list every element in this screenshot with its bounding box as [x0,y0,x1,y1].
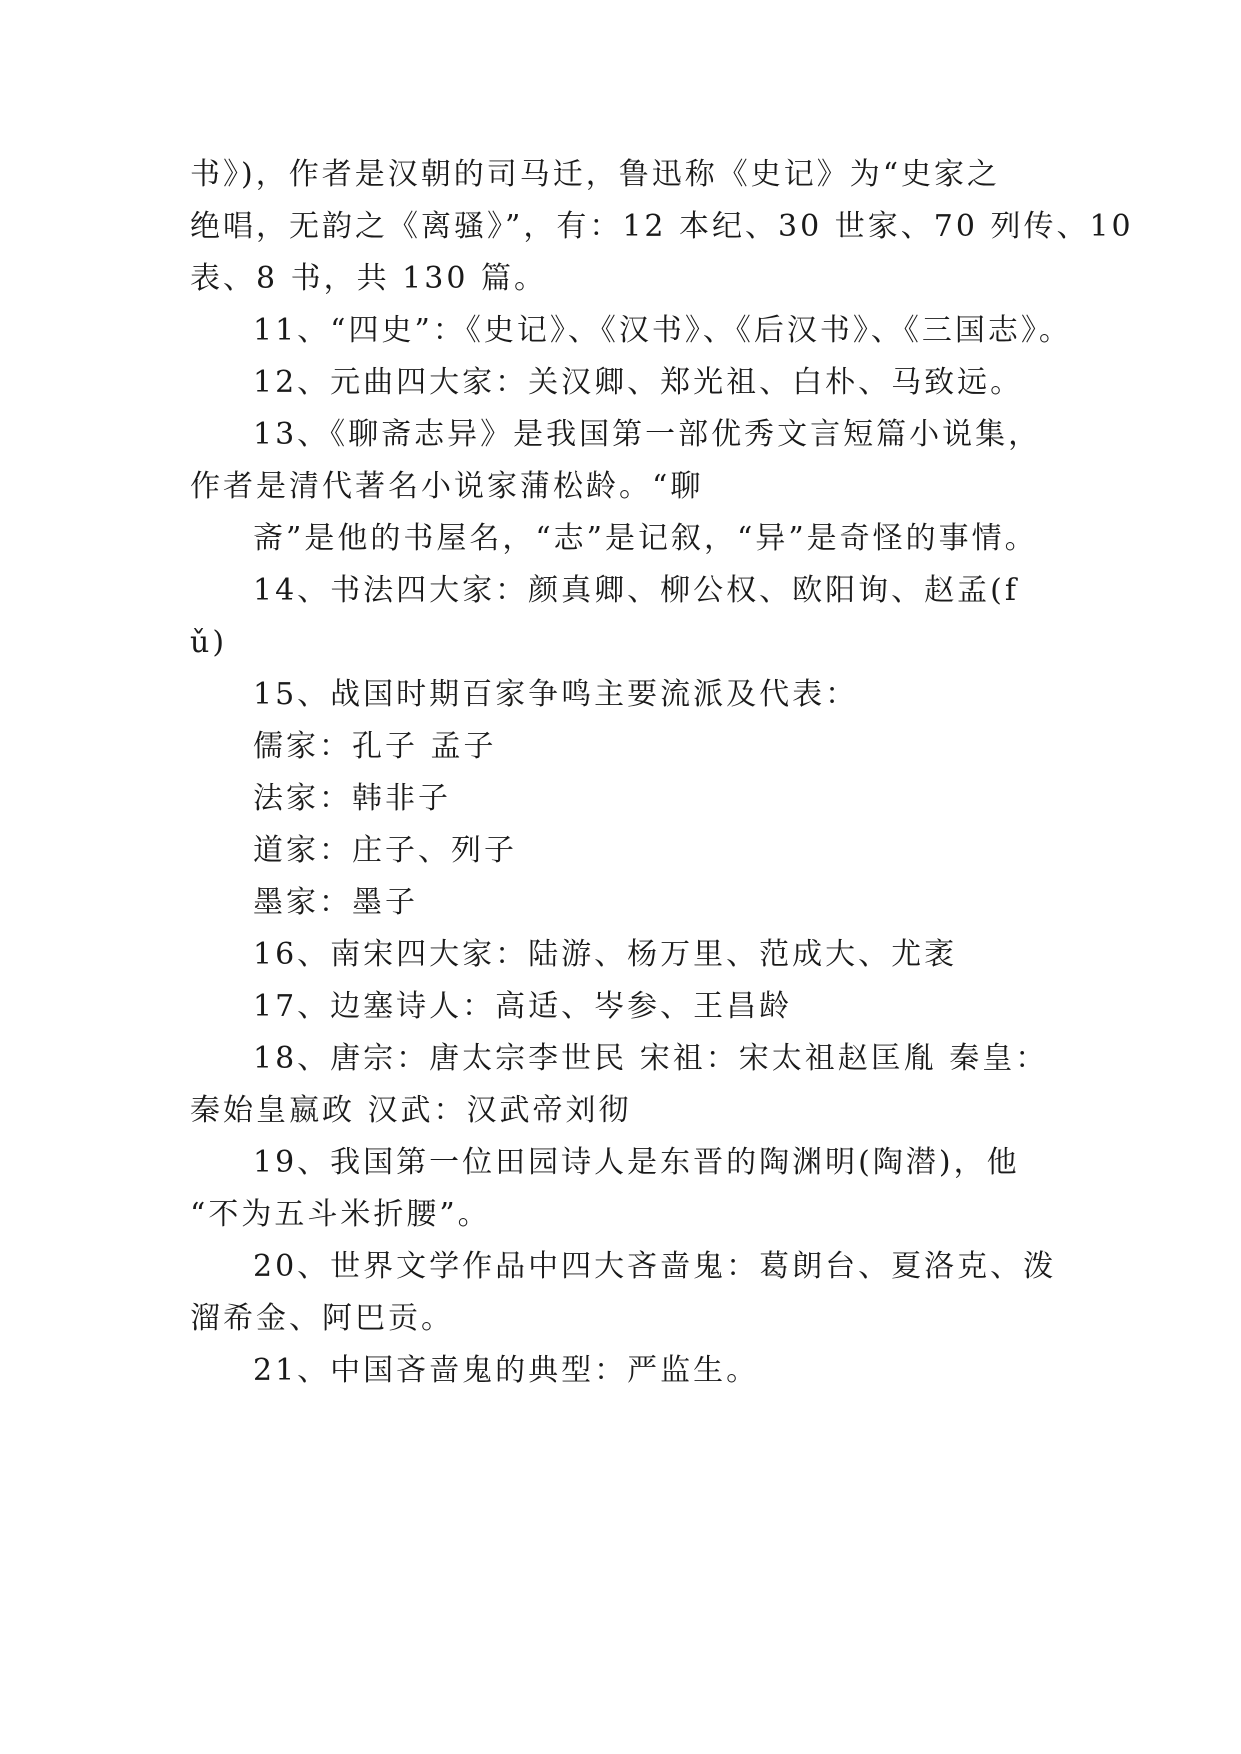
text-line: 溜希金、阿巴贡。 [190,1301,454,1336]
list-item-15: 15、战国时期百家争鸣主要流派及代表： [253,677,859,712]
school-confucianism: 儒家：孔子 孟子 [253,729,497,764]
list-item-19: 19、我国第一位田园诗人是东晋的陶渊明(陶潜)，他 [253,1145,1020,1180]
text-line: 表、8 书，共 130 篇。 [190,261,547,296]
list-item-21: 21、中国吝啬鬼的典型：严监生。 [253,1353,760,1388]
school-mohism: 墨家：墨子 [253,885,418,920]
list-item-14: 14、书法四大家：颜真卿、柳公权、欧阳询、赵孟(f [253,573,1019,608]
text-line: 作者是清代著名小说家蒲松龄。“聊 [190,469,704,504]
text-line: 秦始皇嬴政 汉武：汉武帝刘彻 [190,1093,632,1128]
school-taoism: 道家：庄子、列子 [253,833,517,868]
list-item-20: 20、世界文学作品中四大吝啬鬼：葛朗台、夏洛克、泼 [253,1249,1057,1284]
list-item-16: 16、南宋四大家：陆游、杨万里、范成大、尤袤 [253,937,958,972]
school-legalism: 法家：韩非子 [253,781,451,816]
text-line: 书》)，作者是汉朝的司马迁，鲁迅称《史记》为“史家之 [190,157,1001,192]
text-line: ǔ) [190,625,228,660]
text-line: 绝唱，无韵之《离骚》”，有：12 本纪、30 世家、70 列传、10 [190,209,1134,244]
list-item-13: 13、《聊斋志异》是我国第一部优秀文言短篇小说集， [253,417,1042,452]
list-item-17: 17、边塞诗人：高适、岑参、王昌龄 [253,989,793,1024]
list-item-11: 11、“四史”：《史记》、《汉书》、《后汉书》、《三国志》。 [253,313,1072,348]
list-item-18: 18、唐宗：唐太宗李世民 宋祖：宋太祖赵匡胤 秦皇： [253,1041,1049,1076]
list-item-12: 12、元曲四大家：关汉卿、郑光祖、白朴、马致远。 [253,365,1024,400]
text-line: 斋”是他的书屋名，“志”是记叙，“异”是奇怪的事情。 [253,521,1038,556]
text-line: “不为五斗米折腰”。 [190,1197,491,1232]
